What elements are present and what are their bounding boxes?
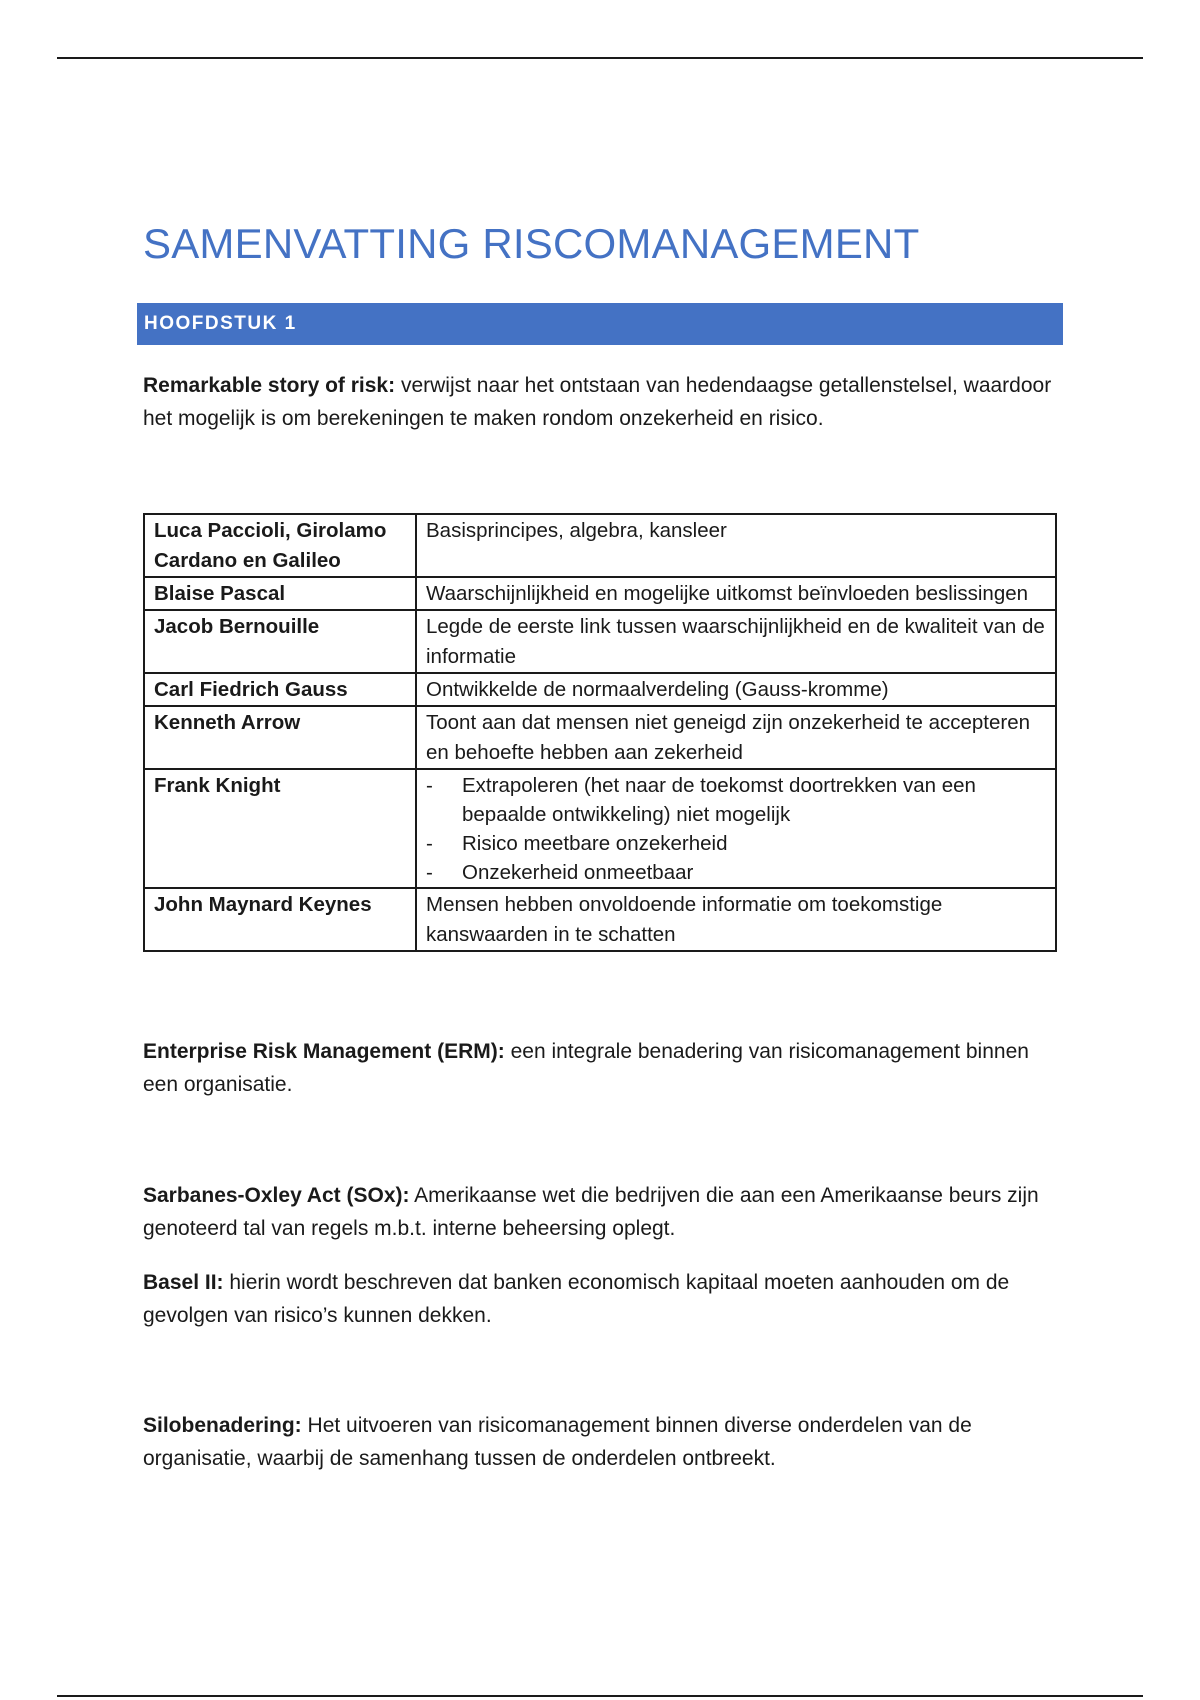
bullet-list — [426, 771, 1047, 887]
sox-term: Sarbanes-Oxley Act (SOx): — [143, 1184, 410, 1207]
thinker-name: Frank Knight — [144, 769, 416, 888]
silo-paragraph — [143, 1409, 1063, 1475]
footer-rule — [57, 1695, 1143, 1697]
intro-paragraph — [143, 369, 1063, 435]
chapter-heading: HOOFDSTUK 1 — [137, 303, 1063, 345]
thinker-description: Mensen hebben onvoldoende informatie om toekomstige kanswaarden in te schatten — [416, 888, 1056, 951]
table-row — [144, 610, 1056, 673]
basel-paragraph — [143, 1266, 1063, 1332]
basel-term: Basel II: — [143, 1271, 224, 1294]
thinker-description: Waarschijnlijkheid en mogelijke uitkomst beïnvloeden beslissingen — [416, 577, 1056, 610]
thinker-name: Kenneth Arrow — [144, 706, 416, 769]
bullet-item: - Onzekerheid onmeetbaar — [426, 858, 1047, 887]
table-row — [144, 706, 1056, 769]
thinker-name: Carl Fiedrich Gauss — [144, 673, 416, 706]
thinker-description — [416, 769, 1056, 888]
thinker-name: John Maynard Keynes — [144, 888, 416, 951]
intro-text: verwijst naar het ontstaan van hedendaagse getallenstelsel, waardoor het mogelijk is om berekeningen te maken rondom onzekerheid en risico. — [143, 374, 1052, 430]
table-row — [144, 514, 1056, 577]
sox-paragraph — [143, 1179, 1063, 1245]
table-row — [144, 888, 1056, 951]
thinker-description: Legde de eerste link tussen waarschijnlijkheid en de kwaliteit van de informatie — [416, 610, 1056, 673]
silo-term: Silobenadering: — [143, 1414, 302, 1437]
table-row — [144, 769, 1056, 888]
erm-term: Enterprise Risk Management (ERM): — [143, 1040, 505, 1063]
thinkers-table — [143, 513, 1057, 952]
thinker-name: Luca Paccioli, Girolamo Cardano en Galileo — [144, 514, 416, 577]
table-row — [144, 577, 1056, 610]
erm-text: een integrale benadering van risicomanagement binnen een organisatie. — [143, 1040, 1029, 1096]
header-rule — [57, 57, 1143, 59]
erm-paragraph — [143, 1035, 1063, 1101]
basel-text: hierin wordt beschreven dat banken economisch kapitaal moeten aanhouden om de gevolgen van risico’s kunnen dekken. — [143, 1271, 1010, 1327]
thinker-description: Ontwikkelde de normaalverdeling (Gauss-kromme) — [416, 673, 1056, 706]
thinker-name: Jacob Bernouille — [144, 610, 416, 673]
bullet-item: - Risico meetbare onzekerheid — [426, 829, 1047, 858]
intro-term: Remarkable story of risk: — [143, 374, 396, 397]
thinker-description: Basisprincipes, algebra, kansleer — [416, 514, 1056, 577]
sox-text: Amerikaanse wet die bedrijven die aan een Amerikaanse beurs zijn genoteerd tal van regels m.b.t. interne beheersing oplegt. — [143, 1184, 1039, 1240]
silo-text: Het uitvoeren van risicomanagement binnen diverse onderdelen van de organisatie, waarbij de samenhang tussen de onderdelen ontbreekt. — [143, 1414, 972, 1470]
thinker-name: Blaise Pascal — [144, 577, 416, 610]
document-title: SAMENVATTING RISCOMANAGEMENT — [143, 220, 920, 267]
thinker-description: Toont aan dat mensen niet geneigd zijn onzekerheid te accepteren en behoefte hebben aan zekerheid — [416, 706, 1056, 769]
bullet-item: - Extrapoleren (het naar de toekomst doortrekken van een bepaalde ontwikkeling) niet mogelijk — [426, 771, 1047, 829]
table-row — [144, 673, 1056, 706]
